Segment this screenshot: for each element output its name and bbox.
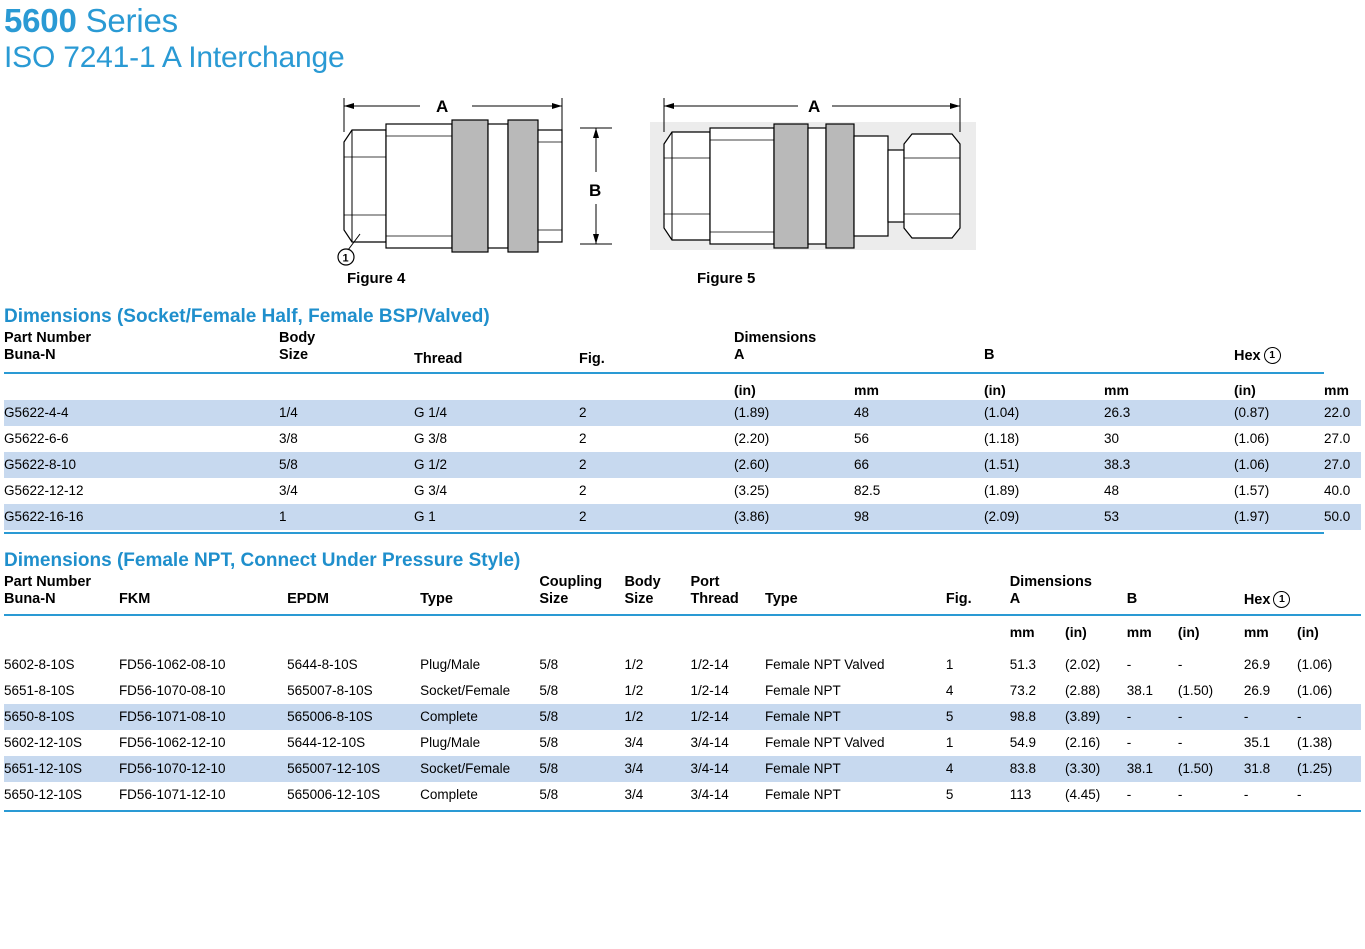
table-row	[4, 704, 1361, 730]
cell-thread: G 3/4	[414, 483, 448, 498]
cell-type2: Female NPT	[764, 787, 841, 802]
cell-a-in: (3.89)	[1065, 704, 1127, 730]
cell-hex-in: -	[1297, 787, 1302, 802]
cell-port: 3/4-14	[690, 735, 729, 750]
th2-port-thread: Port Thread	[690, 574, 739, 607]
unit2-b-mm: mm	[1126, 624, 1152, 640]
cell-hex-mm: 27.0	[1324, 431, 1351, 446]
cell-hex-in: (1.06)	[1234, 452, 1324, 478]
cell-port: 3/4-14	[690, 787, 729, 802]
cell-coupling: 5/8	[539, 756, 624, 782]
cell-b-in: (2.09)	[984, 504, 1104, 530]
svg-text:A: A	[436, 97, 449, 116]
svg-text:B: B	[589, 181, 602, 200]
cell-part: G5622-8-10	[4, 452, 279, 478]
cell-type1: Plug/Male	[420, 735, 481, 750]
cell-a-mm: 113	[1009, 787, 1032, 802]
th2-fig: Fig.	[945, 591, 972, 607]
cell-thread: G 1	[414, 504, 579, 530]
cell-hex-mm: 22.0	[1324, 400, 1361, 426]
cell-hex-in: (1.06)	[1297, 657, 1333, 672]
cell-body: 3/4	[624, 735, 644, 750]
cell-epdm: 565006-12-10S	[287, 787, 381, 802]
figures-area	[0, 84, 1365, 294]
cell-fig: 2	[579, 452, 734, 478]
cell-fig: 2	[579, 504, 734, 530]
cell-b-in: (1.18)	[984, 431, 1020, 446]
th-dimensions-label: Dimensions	[734, 330, 817, 346]
cell-a-in: (4.45)	[1065, 787, 1101, 802]
cell-a-mm: 73.2	[1009, 683, 1036, 698]
table2-header-row	[4, 572, 1361, 612]
cell-b-mm: 48	[1104, 483, 1120, 498]
cell-hex-mm: 40.0	[1324, 483, 1351, 498]
th-dim-b-group	[984, 328, 1234, 370]
cell-hex-mm: -	[1243, 787, 1249, 802]
page-header	[0, 0, 1365, 76]
unit2-hex-mm: mm	[1243, 624, 1269, 640]
cell-b-mm: 38.3	[1104, 452, 1234, 478]
cell-epdm: 5644-12-10S	[287, 735, 366, 750]
table-row	[4, 756, 1361, 782]
figure-5-drawing	[650, 84, 990, 269]
cell-b-in: (1.89)	[984, 483, 1020, 498]
cell-a-in: (3.30)	[1065, 756, 1127, 782]
cell-hex-mm: -	[1244, 704, 1297, 730]
cell-type1: Complete	[420, 787, 478, 802]
cell-thread: G 1/2	[414, 452, 579, 478]
cell-a-in: (2.88)	[1065, 683, 1101, 698]
th2-coupling-size: Coupling Size	[539, 574, 603, 607]
th-part-number-l1: Part Number	[4, 330, 92, 346]
unit2-hex-in: (in)	[1297, 624, 1319, 640]
cell-coupling: 5/8	[539, 683, 559, 698]
th-fig: Fig.	[579, 351, 605, 367]
cell-port: 1/2-14	[690, 683, 729, 698]
cell-buna: 5651-8-10S	[4, 683, 75, 698]
cell-fig: 5	[946, 704, 1010, 730]
cell-body: 3/4	[624, 787, 644, 802]
th-body-l2: Size	[279, 347, 309, 363]
cell-type2: Female NPT	[765, 704, 946, 730]
cell-a-mm: 51.3	[1009, 657, 1036, 672]
note-marker-icon: 1	[1264, 347, 1281, 364]
cell-hex-in: (1.97)	[1234, 504, 1324, 530]
cell-a-in: (2.60)	[734, 452, 854, 478]
cell-fkm: FD56-1070-12-10	[119, 756, 287, 782]
th2-body-size: Body Size	[624, 574, 661, 607]
cell-hex-mm: 26.9	[1243, 657, 1271, 672]
th-thread: Thread	[414, 351, 463, 367]
cell-a-mm: 98.8	[1010, 704, 1065, 730]
cell-hex-in: (1.06)	[1297, 683, 1333, 698]
dimensions-bsp-table	[4, 328, 1361, 534]
table-row	[4, 782, 1361, 808]
cell-buna: 5602-8-10S	[4, 657, 75, 672]
cell-fig: 2	[579, 431, 587, 446]
table2-bottom-rule	[4, 808, 1361, 811]
cell-a-in: (1.89)	[734, 400, 854, 426]
cell-b-mm: 53	[1104, 504, 1234, 530]
unit2-a-mm: mm	[1009, 624, 1035, 640]
cell-b-mm: -	[1126, 787, 1132, 802]
cell-type1: Socket/Female	[420, 756, 539, 782]
unit-a-mm: mm	[854, 382, 879, 398]
table-row	[4, 730, 1361, 756]
th-dim-b: B	[984, 347, 995, 363]
cell-port: 1/2-14	[690, 657, 729, 672]
cell-hex-in: (1.25)	[1297, 756, 1361, 782]
table-row	[4, 678, 1361, 704]
cell-b-mm: 38.1	[1127, 756, 1178, 782]
cell-size: 1	[279, 504, 414, 530]
th2-type2: Type	[764, 591, 798, 607]
cell-thread: G 1/4	[414, 400, 579, 426]
cell-fkm: FD56-1062-12-10	[118, 735, 226, 750]
table-row	[4, 426, 1361, 452]
section-1-title: Dimensions (Socket/Female Half, Female BSP/Valved)	[4, 306, 490, 327]
th-hex-group	[1234, 328, 1324, 370]
th2-dimensions-group: Dimensions A	[1009, 574, 1092, 607]
figure-5	[650, 84, 990, 269]
figure-4	[330, 84, 630, 269]
cell-coupling: 5/8	[539, 704, 624, 730]
cell-fkm: FD56-1071-08-10	[119, 704, 287, 730]
cell-a-in: (3.25)	[734, 483, 770, 498]
cell-b-in: -	[1177, 787, 1183, 802]
cell-coupling: 5/8	[539, 735, 559, 750]
cell-a-mm: 54.9	[1009, 735, 1036, 750]
page-subtitle: ISO 7241-1 A Interchange	[4, 41, 345, 74]
cell-buna: 5651-12-10S	[4, 756, 119, 782]
table-row	[4, 452, 1361, 478]
cell-b-in: (1.50)	[1178, 756, 1244, 782]
cell-type1: Plug/Male	[420, 657, 481, 672]
cell-b-mm: -	[1126, 735, 1132, 750]
cell-epdm: 565006-8-10S	[287, 704, 420, 730]
cell-buna: 5602-12-10S	[4, 735, 83, 750]
note-marker-icon: 1	[1273, 591, 1290, 608]
cell-a-mm: 56	[854, 431, 870, 446]
cell-a-mm: 82.5	[854, 483, 881, 498]
cell-size: 1/4	[279, 400, 414, 426]
th-body-l1: Body	[279, 330, 316, 346]
table2-spacer-row	[4, 642, 1361, 652]
cell-b-in: -	[1178, 704, 1244, 730]
cell-size: 3/8	[279, 431, 298, 446]
cell-type1: Socket/Female	[420, 683, 511, 698]
figure-5-caption: Figure 5	[697, 270, 756, 287]
cell-type2: Female NPT	[764, 683, 841, 698]
cell-hex-mm: 31.8	[1244, 756, 1297, 782]
unit-b-mm: mm	[1104, 382, 1129, 398]
unit-a-in: (in)	[734, 382, 756, 398]
cell-b-mm: -	[1127, 704, 1178, 730]
page-title-series-word: Series	[76, 2, 178, 39]
cell-fig: 1	[945, 657, 954, 672]
unit-b-in: (in)	[984, 382, 1006, 398]
figure-4-drawing	[330, 84, 630, 269]
cell-part: G5622-12-12	[4, 483, 84, 498]
cell-b-mm: 30	[1104, 431, 1120, 446]
cell-hex-mm: 50.0	[1324, 504, 1361, 530]
th2-epdm: EPDM	[287, 591, 329, 607]
cell-a-in: (2.02)	[1065, 657, 1101, 672]
cell-body: 3/4	[624, 756, 690, 782]
th-dimensions-group	[734, 328, 984, 370]
cell-body: 1/2	[624, 683, 644, 698]
cell-coupling: 5/8	[539, 657, 559, 672]
cell-hex-in: (1.06)	[1234, 431, 1270, 446]
unit2-a-in: (in)	[1065, 624, 1087, 640]
cell-hex-in: -	[1297, 704, 1361, 730]
cell-fig: 2	[579, 400, 734, 426]
cell-type2: Female NPT Valved	[764, 735, 885, 750]
table-row	[4, 504, 1361, 530]
cell-hex-mm: 26.9	[1243, 683, 1271, 698]
table1-header-row	[4, 328, 1361, 370]
cell-hex-mm: 35.1	[1243, 735, 1271, 750]
cell-a-in: (2.16)	[1065, 735, 1101, 750]
th-body-size	[279, 328, 414, 370]
table-row	[4, 652, 1361, 678]
cell-a-mm: 98	[854, 504, 984, 530]
cell-hex-in: (0.87)	[1234, 400, 1324, 426]
cell-epdm: 565007-12-10S	[287, 756, 420, 782]
cell-hex-in: (1.38)	[1297, 735, 1333, 750]
cell-port: 3/4-14	[690, 756, 765, 782]
cell-b-mm: 26.3	[1104, 400, 1234, 426]
cell-size: 5/8	[279, 452, 414, 478]
cell-fig: 4	[945, 683, 954, 698]
table1-bottom-rule	[4, 530, 1361, 533]
cell-fig: 5	[945, 787, 954, 802]
cell-a-in: (3.86)	[734, 504, 854, 530]
dimensions-npt-table	[4, 572, 1361, 812]
cell-fig: 2	[579, 483, 587, 498]
cell-b-in: (1.04)	[984, 400, 1104, 426]
cell-port: 1/2-14	[690, 704, 765, 730]
cell-type2: Female NPT Valved	[764, 657, 885, 672]
cell-b-in: (1.51)	[984, 452, 1104, 478]
cell-fig: 1	[945, 735, 954, 750]
cell-type2: Female NPT	[765, 756, 946, 782]
cell-buna: 5650-8-10S	[4, 704, 119, 730]
cell-a-mm: 83.8	[1010, 756, 1065, 782]
table2-units-row	[4, 615, 1361, 642]
cell-part: G5622-16-16	[4, 504, 279, 530]
table-row	[4, 400, 1361, 426]
table1-units-row	[4, 373, 1361, 400]
cell-b-in: -	[1177, 657, 1183, 672]
unit-hex-mm: mm	[1324, 382, 1349, 398]
cell-size: 3/4	[279, 483, 298, 498]
cell-b-in: (1.50)	[1177, 683, 1214, 698]
th-part-number-l2: Buna-N	[4, 347, 56, 363]
cell-epdm: 565007-8-10S	[287, 683, 373, 698]
cell-b-mm: 38.1	[1126, 683, 1154, 698]
cell-body: 1/2	[624, 704, 690, 730]
cell-b-in: -	[1177, 735, 1183, 750]
th-part-number	[4, 328, 279, 370]
cell-buna: 5650-12-10S	[4, 787, 83, 802]
cell-part: G5622-6-6	[4, 431, 69, 446]
cell-hex-in: (1.57)	[1234, 483, 1270, 498]
cell-thread: G 3/8	[414, 431, 448, 446]
unit-hex-in: (in)	[1234, 382, 1256, 398]
cell-epdm: 5644-8-10S	[287, 657, 358, 672]
cell-type1: Complete	[420, 704, 539, 730]
svg-text:1: 1	[342, 252, 349, 265]
section-2-title: Dimensions (Female NPT, Connect Under Pressure Style)	[4, 550, 521, 571]
table-row	[4, 478, 1361, 504]
th2-dim-b-group: B	[1126, 591, 1138, 607]
cell-coupling: 5/8	[539, 787, 559, 802]
cell-a-in: (2.20)	[734, 431, 770, 446]
page-title-series-number: 5600	[4, 2, 77, 39]
cell-body: 1/2	[624, 657, 644, 672]
th2-hex-group: Hex 1	[1244, 572, 1361, 612]
th2-part-number: Part Number Buna-N	[4, 574, 92, 607]
cell-fkm: FD56-1070-08-10	[118, 683, 226, 698]
cell-part: G5622-4-4	[4, 400, 279, 426]
cell-fig: 4	[946, 756, 1010, 782]
cell-a-mm: 66	[854, 452, 984, 478]
cell-hex-mm: 27.0	[1324, 452, 1361, 478]
cell-fkm: FD56-1071-12-10	[118, 787, 226, 802]
th-dim-a: A	[734, 347, 745, 363]
cell-a-mm: 48	[854, 400, 984, 426]
svg-text:A: A	[808, 97, 821, 116]
th-hex: Hex	[1234, 348, 1261, 364]
th2-fkm: FKM	[118, 591, 151, 607]
unit2-b-in: (in)	[1177, 624, 1200, 640]
page-title	[4, 2, 1365, 40]
figure-4-caption: Figure 4	[347, 270, 406, 287]
th2-type1: Type	[420, 591, 453, 607]
cell-fkm: FD56-1062-08-10	[118, 657, 226, 672]
cell-b-mm: -	[1126, 657, 1132, 672]
